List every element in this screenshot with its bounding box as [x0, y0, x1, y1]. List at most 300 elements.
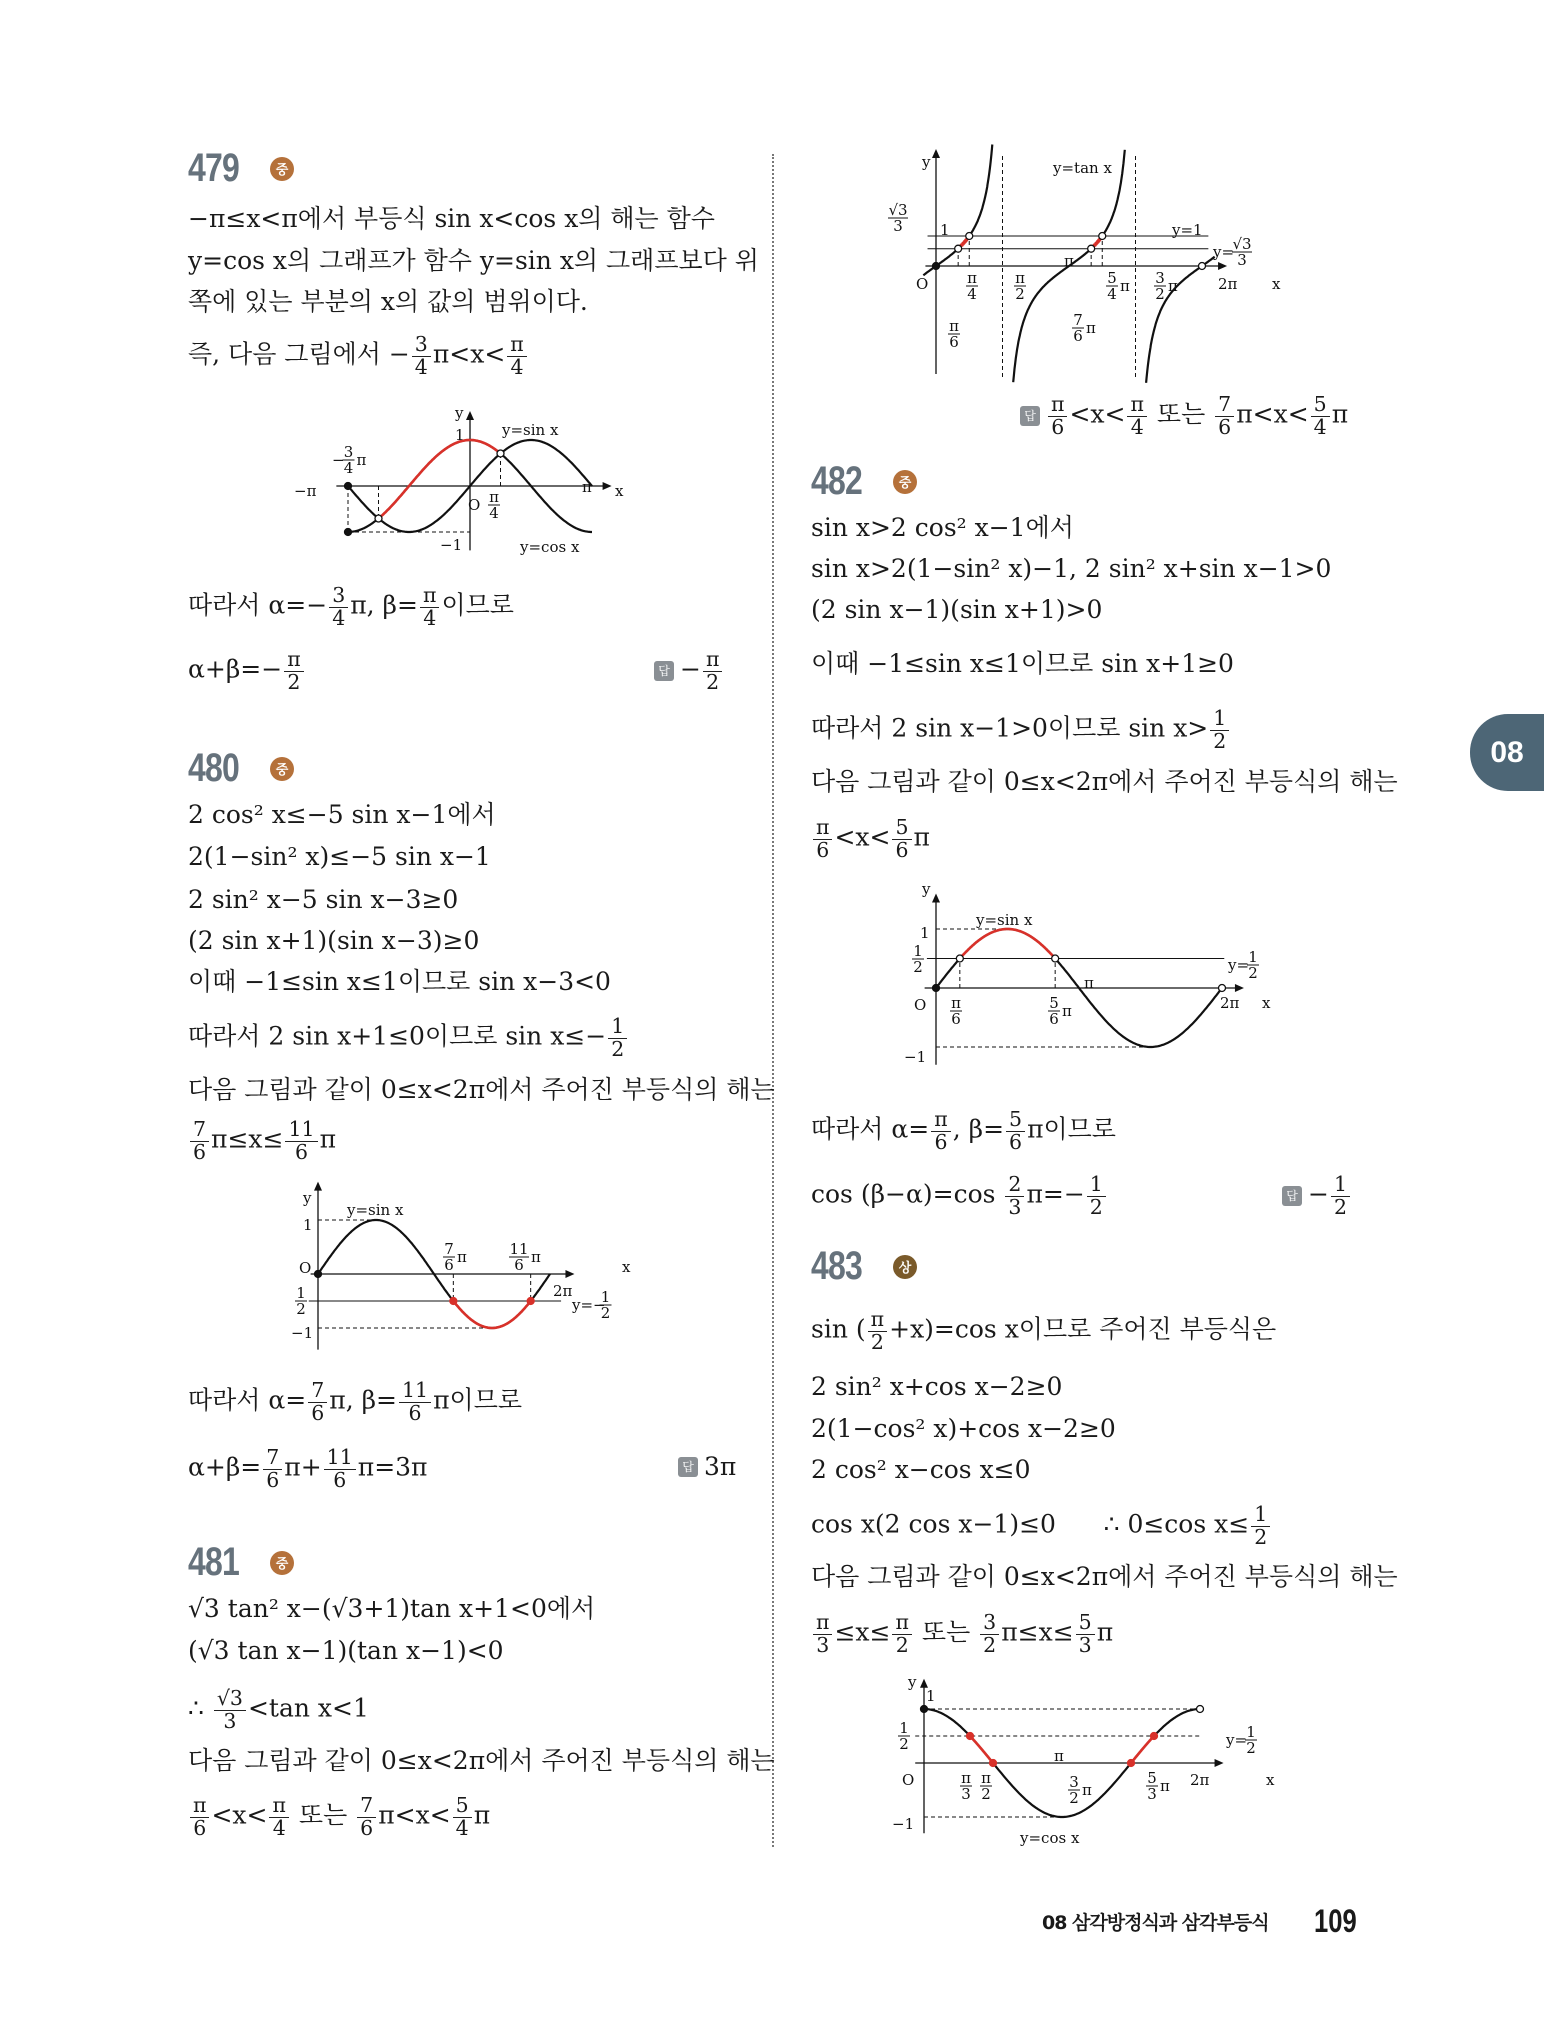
text-run: (2 sin x+1)(sin x−3)≥0	[188, 926, 480, 955]
fraction-numerator: 1	[1331, 1174, 1350, 1197]
label-text: x	[1262, 994, 1271, 1012]
fraction	[308, 1380, 327, 1424]
text-run: 2(1−cos² x)+cos x−2≥0	[811, 1414, 1116, 1443]
fraction-denominator: 2	[296, 1300, 306, 1318]
fraction-numerator: 1	[608, 1016, 627, 1039]
label-text: π	[531, 1248, 541, 1266]
open-point	[1099, 233, 1106, 240]
text-run: , β=	[952, 1114, 1005, 1144]
text-run: π=3π	[357, 1452, 428, 1482]
solution-line	[188, 585, 514, 629]
text-run: 이때 −1≤sin x≤1이므로 sin x+1≥0	[811, 649, 1234, 678]
filled-point	[315, 1271, 322, 1278]
fraction-denominator: 6	[311, 1400, 325, 1425]
text-run: 따라서 α=	[188, 1385, 307, 1415]
fraction-numerator: 3	[980, 1612, 999, 1635]
fraction	[1311, 394, 1330, 438]
graph-label	[1014, 269, 1026, 303]
x-axis-arrow	[603, 482, 612, 490]
solution-line	[811, 817, 930, 861]
text-run: ≤x≤	[834, 1617, 891, 1647]
graph-label	[1225, 1723, 1257, 1757]
fraction-denominator: 4	[455, 1815, 469, 1840]
fraction	[329, 585, 348, 629]
fraction-numerator: √3	[214, 1688, 246, 1711]
solution-line	[811, 1309, 1276, 1353]
solution-line	[188, 241, 759, 281]
text-run: α+β=	[188, 1452, 262, 1482]
graph-label	[921, 880, 931, 898]
graph-label	[501, 421, 559, 439]
fraction-denominator: 4	[967, 285, 977, 303]
answer	[678, 1447, 736, 1487]
solution-line	[188, 649, 306, 693]
label-text: −1	[904, 1048, 927, 1066]
graph-label	[455, 426, 465, 444]
graph-label	[912, 942, 924, 976]
solution-arc	[960, 929, 1055, 959]
fraction	[263, 1447, 282, 1491]
label-text: −1	[440, 536, 463, 554]
label-text: 2π	[1190, 1771, 1210, 1789]
fraction	[399, 1380, 431, 1424]
fraction-denominator: 4	[489, 504, 499, 522]
text-run: α+β=−	[188, 654, 283, 684]
problem-number: 483	[811, 1244, 862, 1288]
open-point	[1052, 955, 1059, 962]
text-run: y=cos x의 그래프가 함수 y=sin x의 그래프보다 위	[188, 246, 759, 275]
fraction-numerator: 1	[913, 942, 923, 960]
fraction-numerator: 1	[1251, 1504, 1270, 1527]
fraction-numerator: 1	[600, 1288, 611, 1306]
fraction	[1127, 394, 1146, 438]
graph-label	[948, 317, 960, 351]
open-point	[497, 450, 504, 457]
fraction	[190, 1795, 209, 1839]
fraction	[453, 1795, 472, 1839]
filled-point	[1151, 1733, 1158, 1740]
fraction-numerator: 3	[329, 585, 348, 608]
fraction-numerator: π	[813, 817, 832, 840]
text-run: −π≤x<π에서 부등식 sin x<cos x의 해는 함수	[188, 204, 715, 233]
fraction-denominator: 2	[1248, 964, 1258, 982]
text-run: π이므로	[1027, 1114, 1116, 1144]
text-run: π이므로	[433, 1385, 522, 1415]
open-point	[966, 233, 973, 240]
fraction-denominator: 6	[193, 1139, 207, 1164]
fraction-denominator: 6	[1049, 1010, 1059, 1028]
text-run: 또는	[913, 1617, 979, 1647]
label-text: y=sin x	[502, 421, 559, 439]
fraction-denominator: 4	[510, 354, 524, 379]
label-text: π	[1062, 1002, 1072, 1020]
label-text: O	[916, 275, 929, 293]
filled-point	[933, 263, 940, 270]
fraction-numerator: 2	[1005, 1174, 1024, 1197]
difficulty-badge: 중	[270, 757, 294, 781]
fraction-numerator: 5	[1006, 1109, 1025, 1132]
fraction-numerator: 3	[343, 443, 354, 461]
fraction	[1005, 1174, 1024, 1218]
x-axis-arrow	[565, 1270, 574, 1278]
solution-arc	[970, 1736, 993, 1763]
text-run: 따라서 2 sin x+1≤0이므로 sin x≤−	[188, 1021, 607, 1051]
fraction-denominator: 2	[1333, 1194, 1347, 1219]
fraction	[420, 585, 439, 629]
fraction	[703, 649, 722, 693]
problem-479-header	[188, 146, 294, 191]
label-text: y	[908, 1673, 917, 1691]
graph-label	[914, 996, 926, 1014]
fraction-denominator: 3	[893, 217, 903, 235]
text-run: <x<	[834, 822, 891, 852]
fraction-denominator: 3	[961, 1785, 971, 1803]
text-run: +x)=cos x이므로 주어진 부등식은	[889, 1314, 1277, 1344]
fraction-numerator: π	[892, 1612, 911, 1635]
label-text: 2π	[1220, 994, 1240, 1012]
fraction-numerator: π	[951, 994, 961, 1012]
text-run: 다음 그림과 같이 0≤x<2π에서 주어진 부등식의 해는	[811, 767, 1398, 796]
fraction-denominator: 4	[1130, 414, 1144, 439]
graph-label	[921, 153, 931, 171]
label-text: x	[1266, 1771, 1275, 1789]
label-text: y=cos x	[520, 538, 580, 556]
answer-badge: 답	[1020, 406, 1040, 426]
label-text: π	[457, 1248, 467, 1266]
label-text: x	[622, 1258, 631, 1276]
text-run: π	[913, 822, 930, 852]
answer-value	[680, 649, 724, 693]
solution-line	[811, 708, 1231, 752]
difficulty-badge: 상	[893, 1255, 917, 1279]
text-run: <x<	[1069, 399, 1126, 429]
graph-label	[303, 1216, 313, 1234]
text-run: π	[473, 1800, 491, 1830]
graph-label	[295, 1284, 307, 1318]
fraction-numerator: π	[1127, 394, 1146, 417]
fraction-denominator: 4	[332, 605, 346, 630]
graph-label	[1072, 311, 1096, 345]
solution-line	[188, 1741, 775, 1781]
text-run: <tan x<1	[247, 1693, 369, 1723]
text-run: 2 cos² x−cos x≤0	[811, 1455, 1031, 1484]
graph-label	[1064, 252, 1074, 270]
fraction-denominator: 2	[983, 1632, 997, 1657]
label-text: 1	[920, 924, 930, 942]
graph-label	[553, 1282, 573, 1300]
fraction	[1087, 1174, 1106, 1218]
label-text: O	[468, 496, 481, 514]
fraction-numerator: π	[420, 585, 439, 608]
fraction-denominator: 2	[1254, 1524, 1268, 1549]
fraction-numerator: 11	[285, 1119, 317, 1142]
fraction-numerator: 3	[412, 334, 431, 357]
fraction-denominator: 6	[934, 1129, 948, 1154]
footer-chapter-title: 08 삼각방정식과 삼각부등식	[1042, 1912, 1269, 1934]
solution-line	[188, 199, 715, 239]
text-run: 즉, 다음 그림에서 −	[188, 339, 410, 369]
label-text: 1	[303, 1216, 313, 1234]
text-run: π≤x≤	[1001, 1617, 1074, 1647]
solution-line	[188, 962, 611, 1002]
fraction-denominator: 4	[343, 459, 354, 477]
fraction-numerator: 5	[453, 1795, 472, 1818]
fraction-numerator: √3	[1232, 235, 1252, 253]
label-text: 1	[926, 1687, 936, 1705]
label-text: π	[1064, 252, 1074, 270]
text-run: 다음 그림과 같이 0≤x<2π에서 주어진 부등식의 해는	[188, 1746, 775, 1775]
y-axis-arrow	[932, 149, 940, 158]
label-text: x	[615, 482, 624, 500]
page-number: 109	[1314, 1903, 1357, 1939]
fraction-denominator: 2	[1069, 1789, 1079, 1807]
label-text: π	[1168, 277, 1178, 295]
answer-badge: 답	[678, 1457, 698, 1477]
text-run: sin x>2 cos² x−1에서	[811, 513, 1074, 542]
text-run: π<x<	[432, 339, 506, 369]
graph-label	[1190, 1771, 1210, 1789]
solution-line	[811, 590, 1102, 630]
solution-line	[811, 508, 1074, 548]
fraction-numerator: 5	[1147, 1769, 1157, 1787]
fraction-denominator: 2	[600, 1304, 611, 1322]
solution-line	[811, 1557, 1398, 1597]
fraction-numerator: π	[868, 1309, 887, 1332]
problem-481-header	[188, 1540, 294, 1585]
fraction-numerator: π	[967, 269, 977, 287]
y-axis-arrow	[466, 411, 474, 420]
fraction	[868, 1309, 887, 1353]
fraction-denominator: 6	[295, 1139, 309, 1164]
graph-481	[888, 148, 1288, 378]
x-axis-arrow	[1215, 1759, 1224, 1767]
filled-point	[921, 1706, 928, 1713]
fraction	[1215, 394, 1234, 438]
text-run: 쪽에 있는 부분의 x의 값의 범위이다.	[188, 287, 588, 316]
graph-label	[1084, 974, 1094, 992]
text-run: π+	[284, 1452, 322, 1482]
fraction-denominator: 6	[514, 1256, 524, 1274]
graph-label	[443, 1240, 467, 1274]
fraction	[269, 1795, 288, 1839]
label-text: π	[582, 478, 592, 496]
label-text: y=−	[572, 1296, 606, 1314]
graph-label	[1171, 221, 1203, 239]
solution-line	[811, 1109, 1116, 1153]
graph-label	[615, 482, 624, 500]
fraction-numerator: π	[190, 1795, 209, 1818]
fraction	[507, 334, 526, 378]
fraction-denominator: 2	[1015, 285, 1025, 303]
fraction-denominator: 6	[1218, 414, 1232, 439]
text-run: 또는	[1148, 399, 1214, 429]
text-run: 이므로	[441, 590, 514, 620]
label-text: y=	[1213, 243, 1235, 261]
graph-label	[898, 1719, 910, 1753]
text-run: π	[1096, 1617, 1114, 1647]
answer-value: 3π	[704, 1452, 737, 1481]
text-run: sin (	[811, 1314, 866, 1344]
fraction-numerator: 11	[509, 1240, 529, 1258]
fraction	[324, 1447, 356, 1491]
solution-line	[188, 1447, 427, 1491]
text-run: π, β=	[329, 1385, 398, 1415]
problem-number: 480	[188, 746, 239, 790]
graph-label	[571, 1288, 612, 1322]
fraction	[284, 649, 303, 693]
text-run: ∴	[188, 1693, 212, 1723]
fraction-denominator: 6	[949, 333, 959, 351]
graph-label	[966, 269, 978, 303]
fraction-denominator: 4	[272, 1815, 286, 1840]
fraction-numerator: 5	[1107, 269, 1117, 287]
answer-badge: 답	[654, 661, 674, 681]
fraction-denominator: 6	[333, 1467, 347, 1492]
fraction-numerator: 3	[1069, 1773, 1079, 1791]
fraction-numerator: √3	[888, 201, 908, 219]
graph-label	[907, 1673, 917, 1691]
fraction-numerator: 1	[1246, 1723, 1256, 1741]
filled-point	[345, 483, 352, 490]
solution-line	[188, 1016, 629, 1060]
answer-value	[1308, 1174, 1352, 1218]
graph-label	[950, 994, 962, 1028]
fraction	[813, 1612, 832, 1656]
open-point	[1199, 263, 1206, 270]
label-text: π	[1160, 1777, 1170, 1795]
label-text: −	[332, 451, 345, 469]
label-text: y	[303, 1189, 312, 1207]
graph-label	[926, 1687, 936, 1705]
fraction-numerator: 11	[399, 1380, 431, 1403]
graph-label	[1212, 235, 1252, 269]
text-run: 또는	[290, 1800, 356, 1830]
problem-482-header	[811, 459, 917, 504]
label-text: y	[922, 880, 931, 898]
text-run: 2 sin² x−5 sin x−3≥0	[188, 885, 459, 914]
graph-label	[582, 478, 592, 496]
fraction-numerator: π	[981, 1769, 991, 1787]
text-run: π=−	[1026, 1179, 1085, 1209]
solution-line	[188, 921, 479, 961]
fraction	[1210, 708, 1229, 752]
fraction-numerator: π	[931, 1109, 950, 1132]
solution-line	[811, 1174, 1108, 1218]
label-text: y=1	[1172, 221, 1203, 239]
graph-label	[488, 488, 500, 522]
fraction-denominator: 3	[1078, 1632, 1092, 1657]
label-text: y=tan x	[1053, 159, 1112, 177]
text-run: π<x<	[1236, 399, 1309, 429]
open-point	[956, 955, 963, 962]
problem-number: 482	[811, 459, 862, 503]
filled-point	[933, 985, 940, 992]
fraction-numerator: 7	[263, 1447, 282, 1470]
solution-line	[811, 644, 1234, 684]
graph-label	[454, 404, 464, 422]
solution-line	[188, 282, 588, 322]
fraction-denominator: 2	[899, 1735, 909, 1753]
solution-line	[811, 1504, 1272, 1548]
graph-label	[299, 1259, 311, 1277]
fraction-denominator: 6	[1073, 327, 1083, 345]
graph-479	[290, 405, 640, 560]
answer	[1020, 394, 1348, 438]
text-run: 따라서 α=	[811, 1114, 930, 1144]
graph-label	[892, 1815, 914, 1833]
fraction-numerator: 1	[1087, 1174, 1106, 1197]
fraction-denominator: 6	[444, 1256, 454, 1274]
graph-label	[1146, 1769, 1170, 1803]
fraction-denominator: 2	[611, 1036, 625, 1061]
fraction	[1331, 1174, 1350, 1218]
solution-arc	[379, 440, 501, 519]
fraction-numerator: π	[949, 317, 959, 335]
graph-label	[916, 275, 928, 293]
label-text: y	[455, 404, 464, 422]
y-axis-arrow	[314, 1182, 322, 1191]
label-text: 2π	[553, 1282, 573, 1300]
graph-label	[294, 482, 317, 500]
fraction-denominator: 2	[981, 1785, 991, 1803]
solution-line	[188, 1795, 490, 1839]
graph-label	[975, 911, 1033, 929]
open-point	[375, 515, 382, 522]
solution-line	[188, 1119, 336, 1163]
fraction-numerator: 1	[1210, 708, 1229, 731]
solution-arc	[1131, 1736, 1154, 1763]
fraction-numerator: π	[961, 1769, 971, 1787]
fraction-numerator: 1	[899, 1719, 909, 1737]
fraction-numerator: π	[284, 649, 303, 672]
solution-line	[188, 334, 529, 378]
text-run: <x<	[211, 1800, 268, 1830]
label-text: y=sin x	[976, 911, 1033, 929]
chapter-side-tab[interactable]: 08	[1470, 714, 1544, 791]
fraction-denominator: 2	[1089, 1194, 1103, 1219]
fraction-numerator: 7	[1215, 394, 1234, 417]
fraction-numerator: 5	[892, 817, 911, 840]
fraction-denominator: 2	[870, 1329, 884, 1354]
label-text: O	[299, 1259, 312, 1277]
fraction-numerator: 5	[1049, 994, 1059, 1012]
text-run: √3 tan² x−(√3+1)tan x+1<0에서	[188, 1594, 596, 1623]
graph-label	[960, 1769, 972, 1803]
difficulty-badge: 중	[270, 1551, 294, 1575]
text-run: cos (β−α)=cos	[811, 1179, 1004, 1209]
label-text: π	[1084, 974, 1094, 992]
fraction-numerator: 3	[1155, 269, 1165, 287]
fraction-denominator: 4	[414, 354, 428, 379]
fraction-numerator: π	[813, 1612, 832, 1635]
answer-value	[1046, 394, 1348, 438]
filled-point	[450, 1298, 457, 1305]
filled-point	[967, 1733, 974, 1740]
fraction	[214, 1688, 246, 1732]
label-text: −1	[892, 1815, 915, 1833]
label-text: y=sin x	[347, 1201, 404, 1219]
graph-label	[332, 443, 367, 477]
graph-label	[1048, 994, 1072, 1028]
fraction	[892, 817, 911, 861]
fraction-denominator: 3	[816, 1632, 830, 1657]
problem-number: 479	[188, 146, 239, 190]
graph-label	[509, 1240, 541, 1274]
solution-line	[811, 1450, 1031, 1490]
solution-line	[811, 1409, 1116, 1449]
fraction-denominator: 4	[423, 605, 437, 630]
filled-point	[1128, 1760, 1135, 1767]
